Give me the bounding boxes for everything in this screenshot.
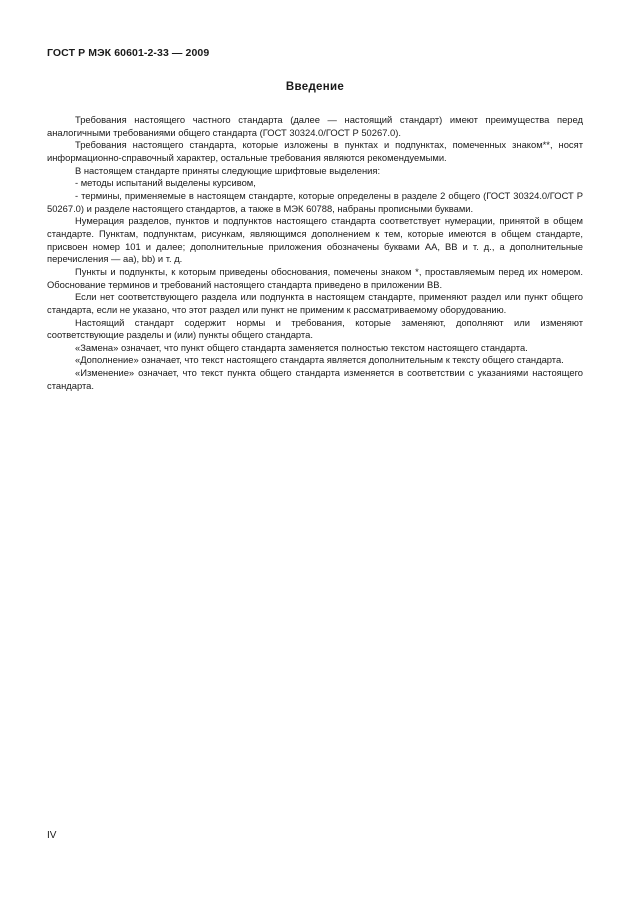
paragraph-amendment: «Изменение» означает, что текст пункта общего стандарта изменяется в соответствии с указаниями настоящего стандарта. bbox=[47, 367, 583, 391]
paragraph-rationale: Пункты и подпункты, к которым приведены обоснования, помечены знаком *, проставляемым перед их номером. Обоснование терминов и требований настоящего стандарта приведено в приложении ВВ. bbox=[47, 265, 583, 290]
list-item-test-methods: - методы испытаний выделены курсивом, bbox=[75, 177, 256, 189]
paragraph-addition: «Дополнение» означает, что текст настоящего стандарта является дополнительным к тексту общего стандарта. bbox=[75, 354, 564, 366]
paragraph-font-conventions: В настоящем стандарте приняты следующие шрифтовые выделения: bbox=[75, 164, 381, 176]
paragraph-preference: Требования настоящего частного стандарта (далее — настоящий стандарт) имеют преимущества перед аналогичными требованиями общего стандарта (ГОСТ 30324.0/ГОСТ Р 50267.0). bbox=[47, 114, 583, 138]
paragraph-informational-marks: Требования настоящего стандарта, которые изложены в пунктах и подпунктах, помеченных знаком**, носят информационно-справочный характер, остальные требования являются рекомендуемыми. bbox=[47, 139, 583, 163]
paragraph-missing-sections: Если нет соответствующего раздела или подпункта в настоящем стандарте, применяют раздел или пункт общего стандарта, если не указано, что этот раздел или пункт не применим к рассматриваемому оборудованию. bbox=[47, 291, 583, 315]
introduction-body bbox=[47, 114, 583, 392]
paragraph-norms: Настоящий стандарт содержит нормы и требования, которые заменяют, дополняют или изменяют соответствующие разделы и (или) пункты общего стандарта. bbox=[47, 316, 583, 341]
section-title: Введение bbox=[285, 81, 345, 93]
document-header: ГОСТ Р МЭК 60601-2-33 — 2009 bbox=[47, 47, 210, 59]
page-number: IV bbox=[47, 830, 57, 841]
paragraph-replacement: «Замена» означает, что пункт общего стандарта заменяется полностью текстом настоящего стандарта. bbox=[75, 341, 528, 353]
list-item-terms: - термины, применяемые в настоящем стандарте, которые определены в разделе 2 общего (ГОСТ 30324.0/ГОСТ Р 50267.0) и разделе настоящего стандартов, а также в МЭК 60788, набраны прописными буквами. bbox=[47, 189, 583, 214]
paragraph-numbering: Нумерация разделов, пунктов и подпунктов настоящего стандарта соответствует нумерации, принятой в общем стандарте. Пунктам, подпунктам, рисункам, являющимся дополнением к тем, которые имеются в общем стандарте, присвоен номер 101 и далее; дополнительные приложения обозначены буквами АА, ВВ и т. д., а дополнительные перечисления — аа), bb) и т. д. bbox=[47, 215, 583, 265]
